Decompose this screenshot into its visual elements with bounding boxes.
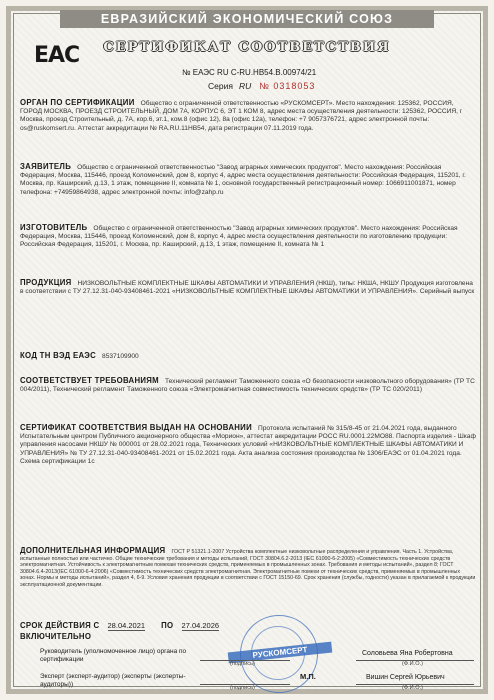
section-text: Общество с ограниченной ответственностью «РУСКОМСЕРТ». Место нахождения: 125362, РОССИЯ, ГОРОД МОСКВА, ПРОЕЗД СТРОИТЕЛЬНЫЙ, ДОМ 7А, КОРПУС 6, ЭТ 1 КОМ 8, адрес места осуществления деятельности: 125362, РОССИЯ, г Москва, проезд Строительный, д. 7А, кор.6, эт.1, ком.8 (офис 12), 8а (офис 12а), телефон: +7 9057376721, адрес электронной почты: os@ruskomsert.ru. Аттестат аккредитации № RA.RU.11НВ54, дата регистрации 07.11.2019 года.	[20, 100, 463, 132]
head-name-hint: (Ф.И.О.)	[402, 661, 424, 667]
section-additional-info	[20, 548, 476, 588]
section-heading: ИЗГОТОВИТЕЛЬ	[20, 223, 88, 232]
validity-label: СРОК ДЕЙСТВИЯ С	[20, 621, 100, 630]
head-label: Руководитель (уполномоченное лицо) органа по сертификации	[40, 648, 187, 663]
section-text: 8537109900	[102, 353, 139, 360]
section-basis	[20, 424, 476, 466]
validity-to: 27.04.2026	[181, 621, 220, 630]
expert-label: Эксперт (эксперт-аудитор) (эксперты (эксперты-аудиторы))	[40, 673, 186, 688]
stamp-text: РУСКОМСЕРТ	[228, 642, 333, 664]
validity-from: 28.04.2021	[107, 621, 146, 630]
expert-signature-hint: (подпись)	[230, 685, 255, 691]
head-name: Соловьева Яна Робертовна	[362, 650, 453, 657]
section-heading: ОРГАН ПО СЕРТИФИКАЦИИ	[20, 98, 135, 107]
series-number: № 0318053	[259, 81, 316, 91]
section-hs-code	[20, 352, 476, 361]
section-heading: ЗАЯВИТЕЛЬ	[20, 162, 72, 171]
registration-number: № ЕАЭС RU С-RU.НВ54.В.00974/21	[182, 68, 317, 77]
section-heading: ДОПОЛНИТЕЛЬНАЯ ИНФОРМАЦИЯ	[20, 546, 166, 555]
section-applicant	[20, 163, 476, 197]
certificate-title: СЕРТИФИКАТ СООТВЕТСТВИЯ	[103, 40, 391, 55]
section-requirements	[20, 377, 476, 394]
section-product	[20, 279, 476, 296]
validity-inclusive: ВКЛЮЧИТЕЛЬНО	[20, 632, 92, 641]
section-heading: СООТВЕТСТВУЕТ ТРЕБОВАНИЯМ	[20, 376, 159, 385]
union-banner: ЕВРАЗИЙСКИЙ ЭКОНОМИЧЕСКИЙ СОЮЗ	[60, 10, 434, 28]
eac-logo: EAC	[34, 43, 80, 68]
series-code: RU	[238, 81, 252, 91]
section-text: Общество с ограниченной ответственностью "Завод аграрных химических продуктов". Место нахождения: Российская Федерация, Москва, 115446, проезд Коломенский, дом 8, корпус 4, адрес места осуществления деятельности по изготовлению продукции: Российская Федерация, 115201, г. Москва, пр. Каширский, д.13, 1 этаж, помещение II, комната № 1	[20, 225, 458, 249]
expert-name: Вишин Сергей Юрьевич	[366, 674, 445, 681]
series-label: Серия	[208, 81, 233, 91]
series-line	[208, 81, 315, 91]
seal-place-label: М.П.	[300, 672, 316, 681]
section-text: ГОСТ Р 51321.1-2007 Устройства комплектные низковольтные распределения и управления. Часть 1. Устройства, испытанные полностью или частично. Общие технические требования и методы испытаний, ГОСТ 30804.6.2-2013 (IEC 61000-6-2:2005) «Совместимость технических средств электромагнитная. Устойчивость к электромагнитным помехам технических средств, применяемых в промышленных зонах. Требования и методы испытаний», раздел 8; ГОСТ 30804.6.4-2013(IEC 61000-6-4:2006) «Совместимость технических средств электромагнитная. Электромагнитные помехи от технических средств, применяемых в промышленных зонах. Нормы и методы испытаний», раздел 4, 6-9. Условия хранения продукции в соответствии с ГОСТ 15150-69. Срок хранения (службы, годности) указан в прилагаемой к продукции эксплуатационной документации.	[20, 549, 476, 588]
section-text: Технический регламент Таможенного союза «О безопасности низковольтного оборудования» (ТР ТС 004/2011), Технический регламент Таможенного союза «Электромагнитная совместимость технических средств» (ТР ТС 020/2011)	[20, 378, 475, 394]
head-signature-hint: (подпись)	[230, 661, 255, 667]
section-certification-body	[20, 99, 476, 133]
section-manufacturer	[20, 224, 476, 250]
section-text: Протокола испытаний № 315/8-45 от 21.04.2021 года, выданного Испытательным центром Публичного акционерного общества «Морион», аттестат аккредитации РОСС RU.0001.22МО88. Паспорта изделия - Шкаф управления насосами НКШУ № 000001 от 28.02.2021 года, Технических условий «НИЗКОВОЛЬТНЫЕ КОМПЛЕКТНЫЕ ШКАФЫ АВТОМАТИКИ И УПРАВЛЕНИЯ» № ТУ 27.12.31-040-93408461-2021 от 15.02.2021 года. Акта анализа состояния производства № 1306/ЕАЭС от 01.04.2021 года. Схема сертификации 1с	[20, 425, 476, 465]
validity-to-label: ПО	[161, 621, 174, 630]
section-text: Общество с ограниченной ответственностью "Завод аграрных химических продуктов". Место нахождения: Российская Федерация, Москва, 115446, проезд Коломенский, дом 8, корпус 4, адрес места осуществления деятельности: Российская Федерация, 115201, г. Москва, пр. Каширский, д.13, 1 этаж, помещение II, комната № 1, основной государственный регистрационный номер: 1066911001871, номер телефона: +74959864938, адрес электронной почты: info@zahp.ru	[20, 164, 466, 196]
expert-name-hint: (Ф.И.О.)	[402, 685, 424, 691]
section-heading: КОД ТН ВЭД ЕАЭС	[20, 351, 97, 360]
section-heading: ПРОДУКЦИЯ	[20, 278, 72, 287]
section-text: НИЗКОВОЛЬТНЫЕ КОМПЛЕКТНЫЕ ШКАФЫ АВТОМАТИКИ И УПРАВЛЕНИЯ (НКШ), типы: НКША, НКШУ Продукция изготовлена в соответствии с ТУ 27.12.31-040-93408461-2021 «НИЗКОВОЛЬТНЫЕ КОМПЛЕКТНЫЕ ШКАФЫ АВТОМАТИКИ И УПРАВЛЕНИЯ». Серийный выпуск	[20, 280, 475, 296]
section-heading: СЕРТИФИКАТ СООТВЕТСТВИЯ ВЫДАН НА ОСНОВАНИИ	[20, 423, 252, 432]
